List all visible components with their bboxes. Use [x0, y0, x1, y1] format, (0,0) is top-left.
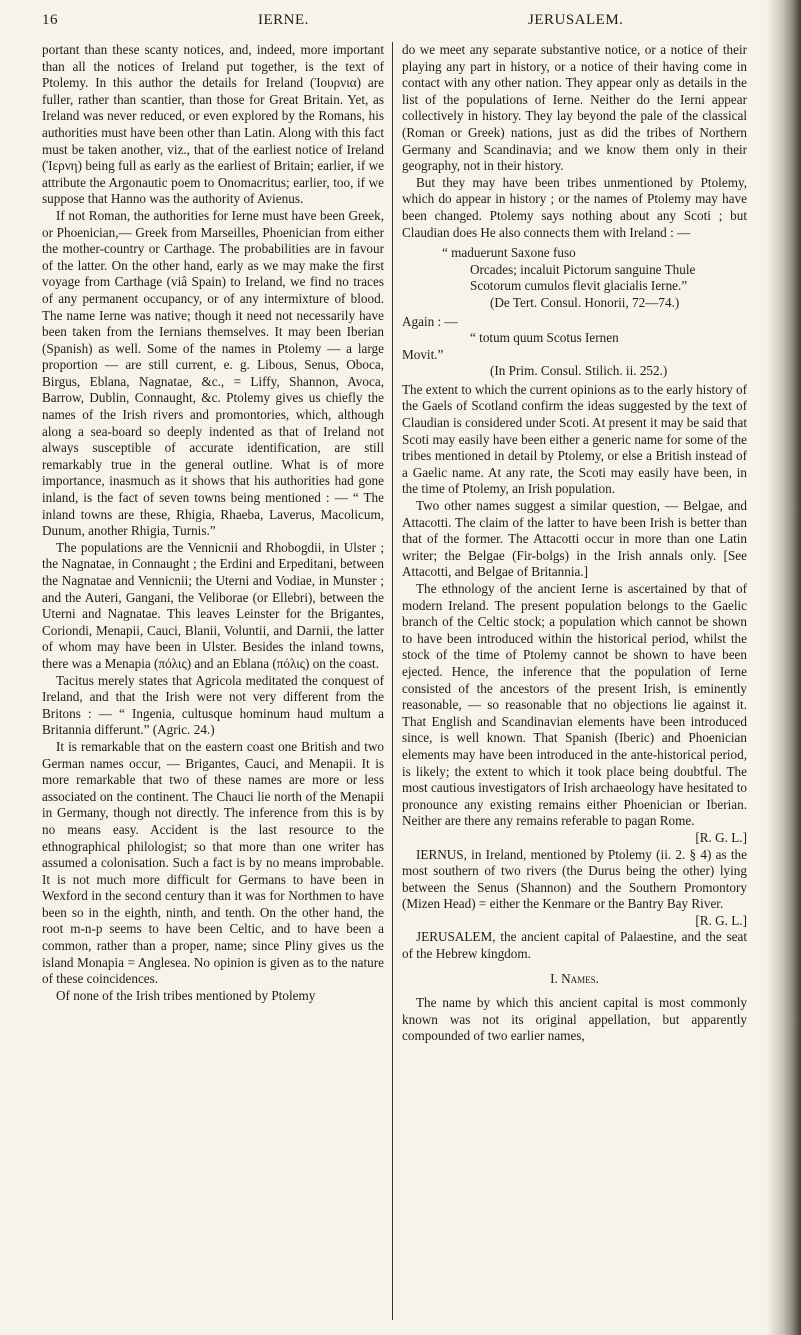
quote-citation: (De Tert. Consul. Honorii, 72—74.)	[490, 294, 680, 310]
signature-line	[402, 830, 747, 847]
running-header	[0, 12, 801, 36]
entry-paragraph: IERNUS, in Ireland, mentioned by Ptolemy (ii. 2. § 4) as the most southern of two rivers (the Durus being the other) lying between the Senus (Shannon) and the Southern Promontory (Mizen Head) = either the Kenmare or the Bantry Bay River.	[402, 846, 747, 912]
header-right-title: JERUSALEM.	[528, 12, 624, 28]
quote-line: Orcades; incaluit Pictorum sanguine Thule	[470, 261, 696, 277]
paragraph: The populations are the Vennicnii and Rhobogdii, in Ulster ; the Nagnatae, in Connaught ; the Erdini and Erpeditani, between the Nagnatae and Vennicnii; the Uterni and Vodiae, in Munster ; and the Auteri, Gangani, the Veliborae (or Ellebri), between the Uterni and Nagnatae. This leaves Leinster for the Brigantes, Coriondi, Menapii, Cauci, Blanii, Voluntii, and Darnii, the latter of whom may have been in Ulster. Besides the inland towns, there was a Menapia (πόλις) and an Eblana (πόλις) on the coast.	[42, 539, 384, 671]
paragraph: portant than these scanty notices, and, indeed, more important than all the notices of Ireland put together, is the text of Ptolemy. In this author the details for Ireland (Ἰουρνια) are fuller, rather than scantier, than those for Great Britain. Yet, as Ireland was never reduced, or even explored by the Romans, his authorities must have been other than Latin. Along with this fact must be taken another, viz., that of the earliest notice of Ireland (Ἰερνη) being full as early as the earliest of Britain; earlier, if we attribute the Argonautic poem to Onomacritus; earlier, too, if we suppose that Hanno was the authority of Avienus.	[42, 42, 384, 207]
quote-line: Scotorum cumulos flevit glacialis Ierne.”	[470, 278, 688, 294]
paragraph: The extent to which the current opinions as to the early history of the Gaels of Scotland confirm the ideas suggested by the text of Claudian is considered under Scoti. At present it may be said that Scoti may easily have been either a generic name for some of the tribes mentioned in detail by Ptolemy, or else a British instead of a Gaelic name. At any rate, the Scoti may easily have been, in the time of Ptolemy, an Irish population.	[402, 381, 747, 497]
signature-line	[402, 913, 747, 930]
header-left-title: IERNE.	[258, 12, 309, 28]
paragraph: do we meet any separate substantive notice, or a notice of their playing any part in history, or a notice of their having come in contact with any other nation. They appear only as details in the list of the populations of Ierne. Neither do the Ierni appear collectively in history. They lay beyond the pale of the classical (Roman or Greek) nations, just as did the tribes of Northern Germany and Scandinavia; and we know them only in their geography, not in their history.	[402, 42, 747, 174]
paragraph: But they may have been tribes unmentioned by Ptolemy, which do appear in history ; or the names of Ptolemy may have been changed. Ptolemy says nothing about any Scoti ; but Claudian does He also connects them with Ireland : —	[402, 174, 747, 240]
paragraph: If not Roman, the authorities for Ierne must have been Greek, or Phoenician,— Greek from Marseilles, Phoenician from either the mother-country or Carthage. The probabilities are in favour of the latter. On the other hand, early as we may make the first voyage from Carthage (viâ Spain) to Ireland, we find no traces of any permanent occupancy, or of any intermixture of blood. The name Ierne was native; though it need not necessarily have been taken from the Iernians themselves. It may been Iberian (Spanish) as well. Some of the names in Ptolemy — a large proportion — are still current, e. g. Libous, Senus, Oboca, Birgus, Eblana, Nagnatae, &c., = Liffy, Shannon, Avoca, Barrow, Dublin, Connaught, &c. Ptolemy gives us chiefly the names of the Irish rivers and promontories, which, although along a sea-board so deeply indented as that of Ireland not always susceptible of accurate identification, are still remarkably true in the general outline. What is of more importance, inasmuch as it shows that his authorities had gone inland, is the fact of seven towns being mentioned : — “ The inland towns are these, Rhigia, Rhaeba, Laverus, Macolicum, Dunum, another Rhigia, Turnis.”	[42, 207, 384, 539]
quote-line: Movit.”	[402, 346, 444, 362]
left-column	[42, 42, 384, 1004]
right-column	[402, 42, 747, 1045]
again-label: Again : —	[402, 313, 458, 329]
author-signature: [R. G. L.]	[695, 829, 747, 845]
paragraph: It is remarkable that on the eastern coast one British and two German names occur, — Brigantes, Cauci, and Menapii. It is more remarkable that two of these names are more or less associated on the continent. The Chauci lie north of the Menapii in Germany, though not directly. The inference from this is by no means easy. Accident is the last resource to the ethnographical philologist; so that more than one writer has assumed a colonisation. Such a fact is by no means improbable. It is not much more difficult for Germans to have been in Wexford in the second century than it was for Northmen to have been so in the eighth, ninth, and tenth. On the other hand, the root m-n-p seems to have been Celtic, and to have been a common, rather than a proper, name; since Pliny gives us the island Monapia = Anglesea. No opinion is given as to the nature of these coincidences.	[42, 738, 384, 987]
paragraph: Of none of the Irish tribes mentioned by Ptolemy	[56, 987, 316, 1003]
quote-line: “ totum quum Scotus Iernen	[470, 330, 619, 346]
page-number: 16	[42, 12, 58, 28]
paragraph: The ethnology of the ancient Ierne is ascertained by that of modern Ireland. The present population belongs to the Gaelic branch of the Celtic stock; a population which cannot be shown to have been introduced within the historical period, whilst the stock of the time of Ptolemy cannot be shown to have been ejected. Hence, the inference that the population of Ierne consisted of the ancestors of the present Irish, is eminently reasonable, — so reasonable that no objections lie against it. That English and Scandinavian elements have been introduced since, is well known. That Spanish (Iberic) and Phoenician elements may have been introduced in the ante-historical period, is likely; the extent to which it took place being doubtful. The most cautious investigators of Irish archaeology have hesitated to pronounce any existing remains either Phoenician or Iberian. Neither are there any remains referable to pagan Rome.	[402, 581, 747, 829]
column-divider	[392, 42, 393, 1320]
paragraph: Tacitus merely states that Agricola meditated the conquest of Ireland, and that the Irish were not very different from the Britons : — “ Ingenia, cultusque hominum haud multum a Britannia differunt.” (Agric. 24.)	[42, 672, 384, 738]
quote-citation: (In Prim. Consul. Stilich. ii. 252.)	[490, 363, 668, 379]
author-signature: [R. G. L.]	[695, 912, 747, 928]
paragraph: Two other names suggest a similar question, — Belgae, and Attacotti. The claim of the latter to have been Irish is better than that of the former. The Attacotti occur in more than one Latin writer; the Belgae (Fir-bolgs) in the Irish annals only. [See Attacotti, and Belgae of Britannia.]	[402, 498, 747, 580]
page-edge-shadow	[767, 0, 801, 1335]
entry-paragraph: JERUSALEM, the ancient capital of Palaestine, and the seat of the Hebrew kingdom.	[402, 929, 747, 962]
quote-line: “ maduerunt Saxone fuso	[442, 245, 576, 261]
section-heading: I. Names.	[550, 970, 599, 986]
paragraph: The name by which this ancient capital is most commonly known was not its original appellation, but apparently compounded of two earlier names,	[402, 995, 747, 1044]
